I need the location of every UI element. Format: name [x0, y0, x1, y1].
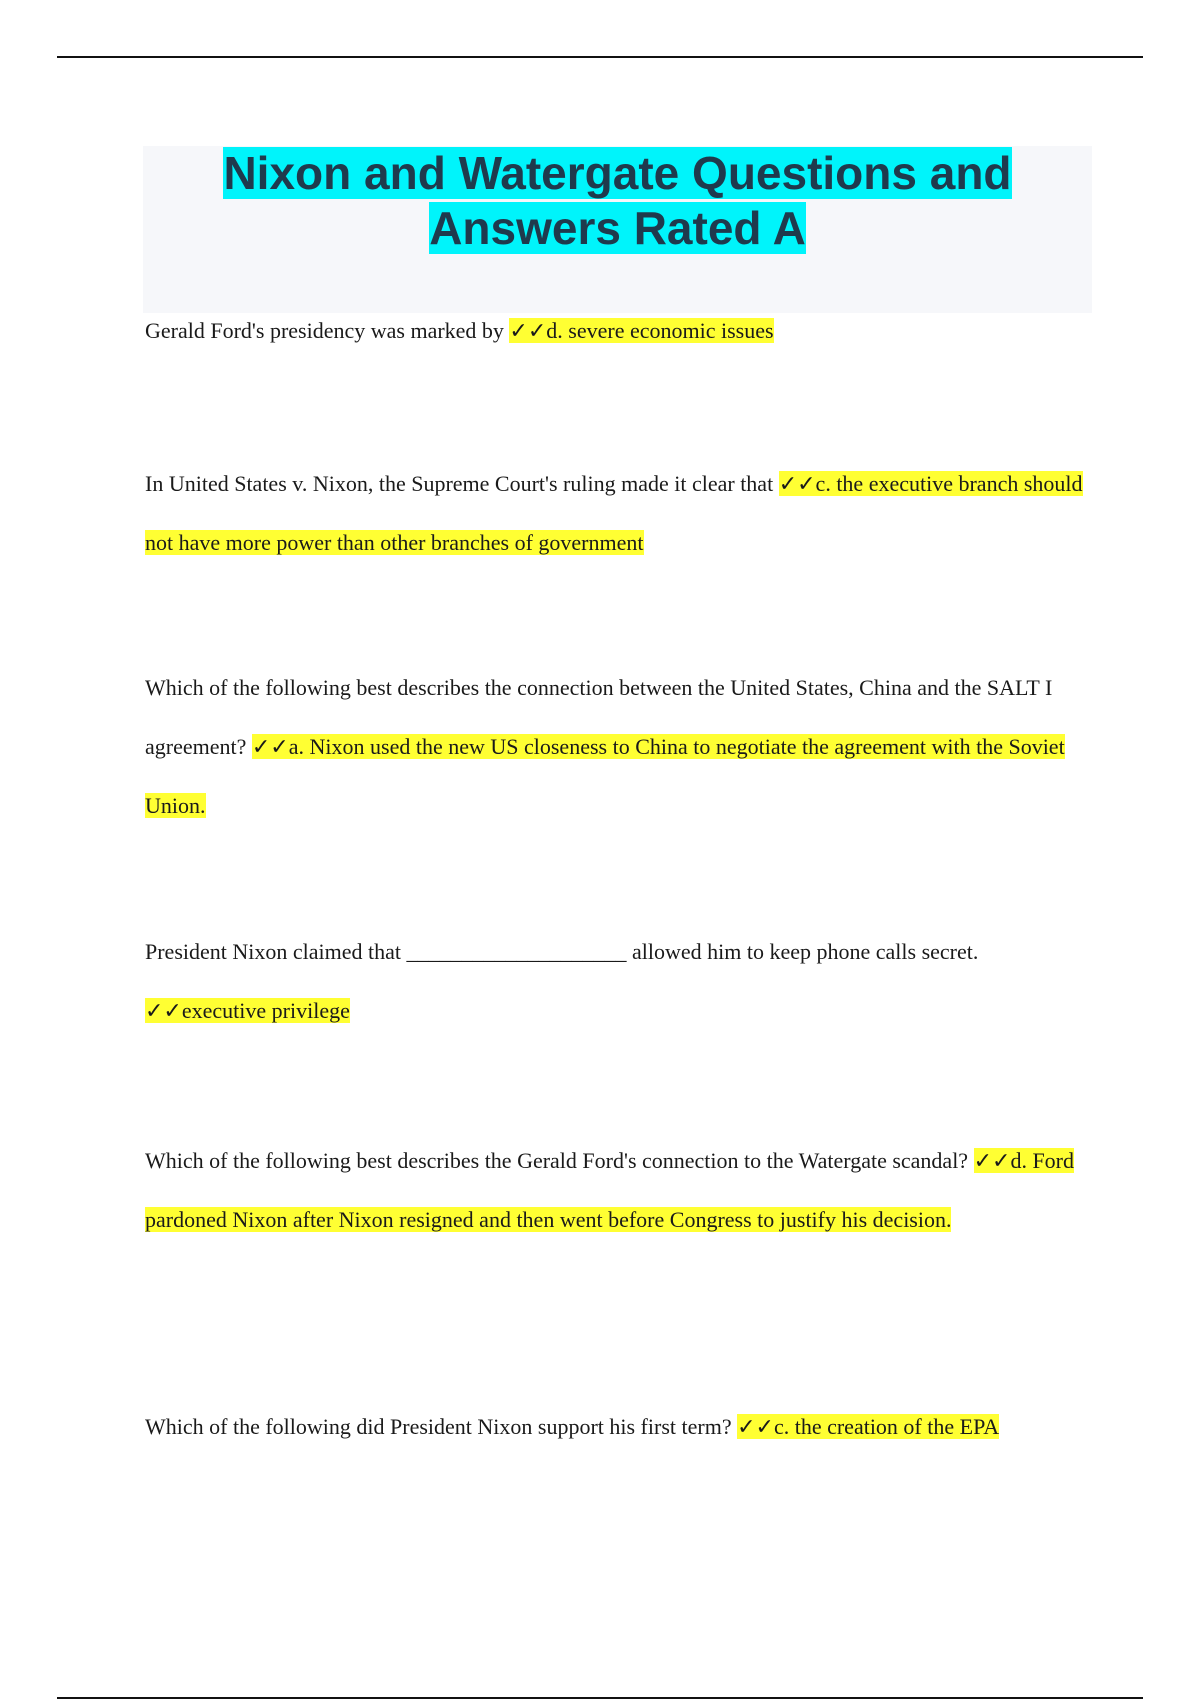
qa-item	[145, 1131, 1095, 1249]
question-text: Which of the following best describes the connection between the United States, China and the SALT I agreement?	[145, 675, 1053, 759]
question-text: Which of the following did President Nixon support his first term?	[145, 1414, 732, 1439]
qa-item	[145, 658, 1095, 835]
answer-text: ✓✓c. the executive branch should not have more power than other branches of government	[145, 471, 1083, 555]
top-divider	[57, 56, 1143, 58]
qa-item	[145, 454, 1095, 572]
answer-text: ✓✓d. severe economic issues	[509, 318, 774, 343]
question-text: In United States v. Nixon, the Supreme Court's ruling made it clear that	[145, 471, 774, 496]
qa-item	[145, 1397, 1095, 1456]
answer-text: ✓✓a. Nixon used the new US closeness to China to negotiate the agreement with the Soviet Union.	[145, 734, 1065, 818]
qa-item	[145, 922, 1095, 1040]
title-banner	[143, 146, 1092, 313]
question-text: President Nixon claimed that ____________________ allowed him to keep phone calls secret.	[145, 939, 979, 964]
question-text: Which of the following best describes the Gerald Ford's connection to the Watergate scandal?	[145, 1148, 969, 1173]
document-title	[143, 146, 1092, 256]
question-text: Gerald Ford's presidency was marked by	[145, 318, 504, 343]
answer-text: ✓✓d. Ford pardoned Nixon after Nixon resigned and then went before Congress to justify his decision.	[145, 1148, 1075, 1232]
bottom-divider	[57, 1697, 1143, 1699]
document-title-text: Nixon and Watergate Questions and Answers Rated A	[223, 147, 1012, 254]
answer-text: ✓✓c. the creation of the EPA	[737, 1414, 1000, 1439]
answer-text: ✓✓executive privilege	[145, 998, 350, 1023]
qa-item	[145, 301, 1095, 360]
